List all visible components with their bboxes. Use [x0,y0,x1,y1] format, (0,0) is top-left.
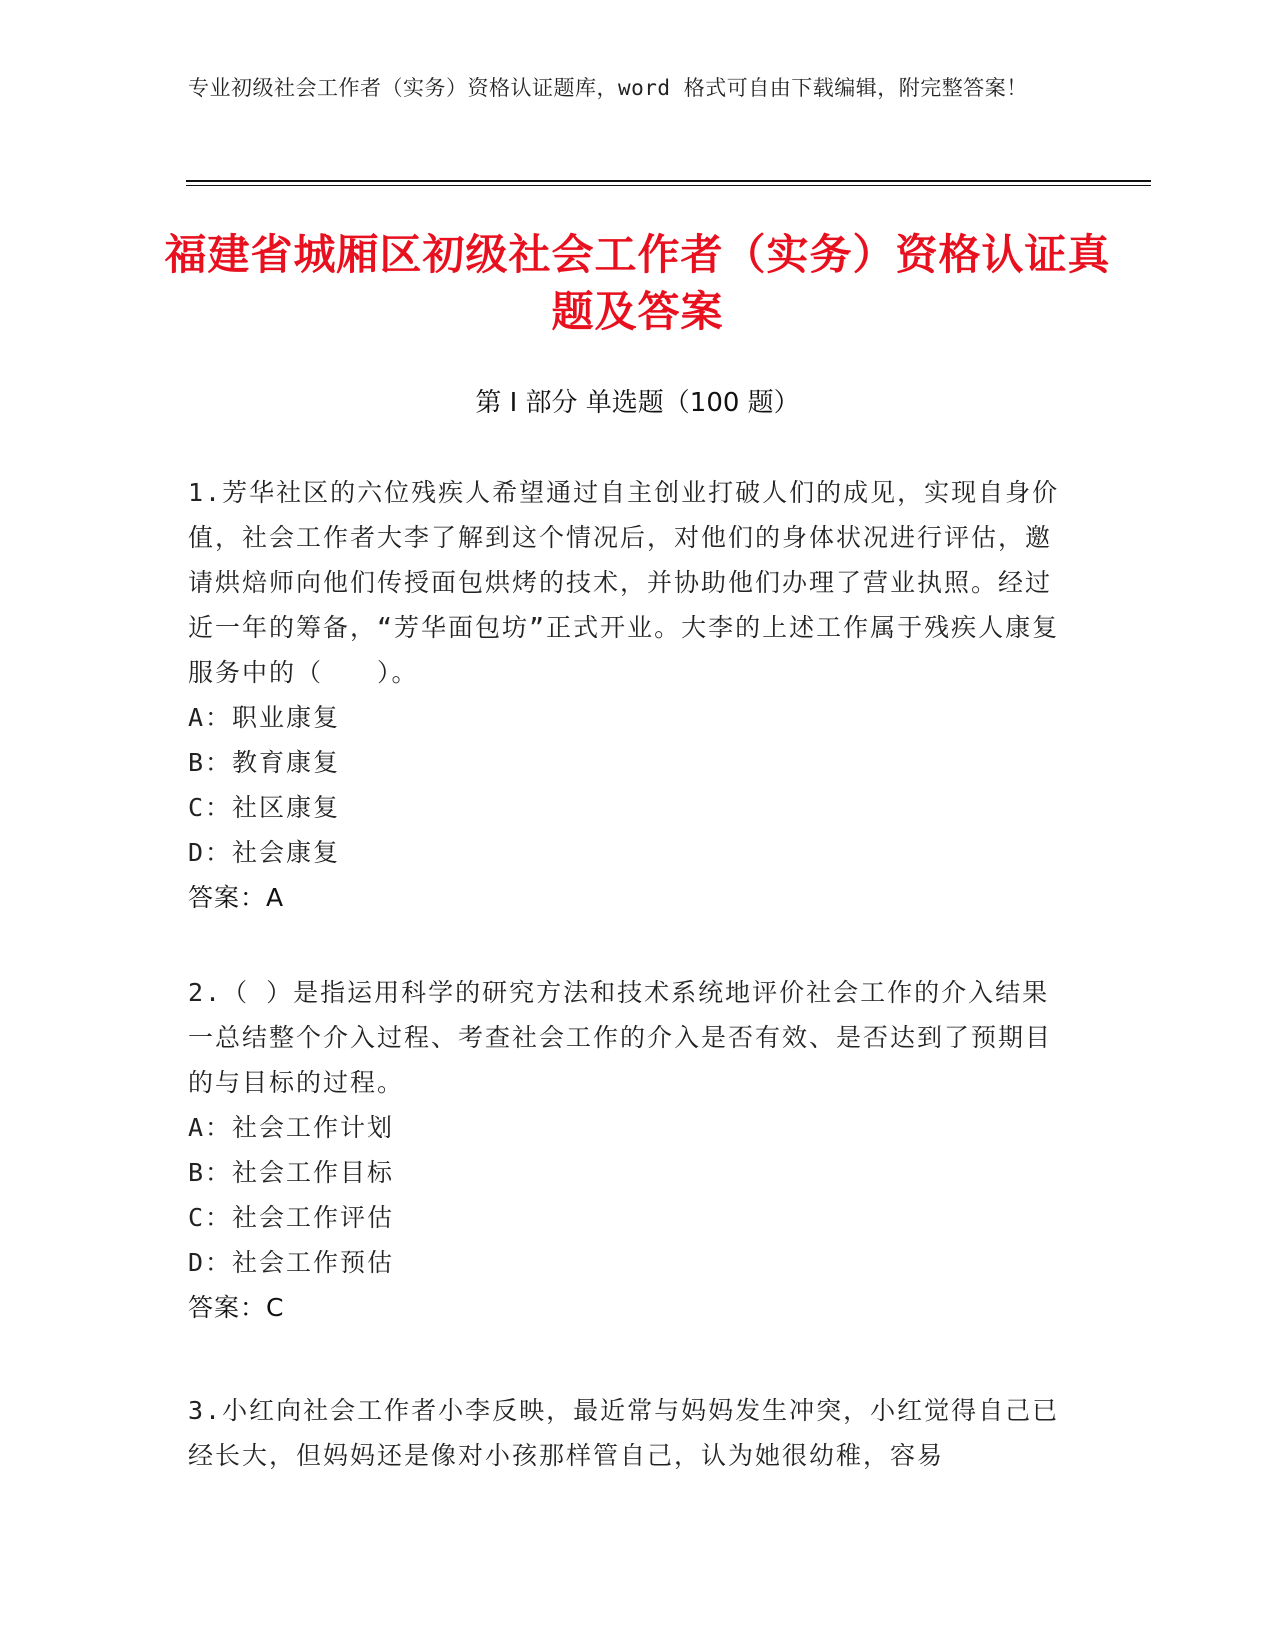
header-note: 专业初级社会工作者（实务）资格认证题库，word 格式可自由下载编辑，附完整答案！ [188,76,1028,100]
question-text: 3.小红向社会工作者小李反映，最近常与妈妈发生冲突，小红觉得自己已经长大，但妈妈还是像对小孩那样管自己，认为她很幼稚，容易 [188,1396,1060,1470]
question-block-1 [188,470,1068,920]
option-c: C：社会工作评估 [188,1203,395,1232]
question-block-3 [188,1388,1068,1478]
answer-line: 答案：C [188,1293,285,1322]
option-a: A：职业康复 [188,703,341,732]
option-a: A：社会工作计划 [188,1113,395,1142]
option-b: B：社会工作目标 [188,1158,395,1187]
header-divider-thin [186,185,1151,186]
option-d: D：社会康复 [188,838,341,867]
option-d: D：社会工作预估 [188,1248,395,1277]
question-text: 2.（ ）是指运用科学的研究方法和技术系统地评价社会工作的介入结果一总结整个介入过程、考查社会工作的介入是否有效、是否达到了预期目的与目标的过程。 [188,978,1053,1097]
question-block-2 [188,970,1068,1330]
document-title: 福建省城厢区初级社会工作者（实务）资格认证真题及答案 [164,230,1111,336]
question-text: 1.芳华社区的六位残疾人希望通过自主创业打破人们的成见，实现自身价值，社会工作者大李了解到这个情况后，对他们的身体状况进行评估，邀请烘焙师向他们传授面包烘烤的技术，并协助他们办理了营业执照。经过近一年的筹备，“芳华面包坊”正式开业。大李的上述工作属于残疾人康复服务中的（ ）。 [188,478,1060,687]
section-heading: 第 I 部分 单选题（100 题） [475,388,800,418]
header-divider-thick [186,180,1151,182]
option-c: C：社区康复 [188,793,341,822]
option-b: B：教育康复 [188,748,341,777]
answer-line: 答案：A [188,883,285,912]
